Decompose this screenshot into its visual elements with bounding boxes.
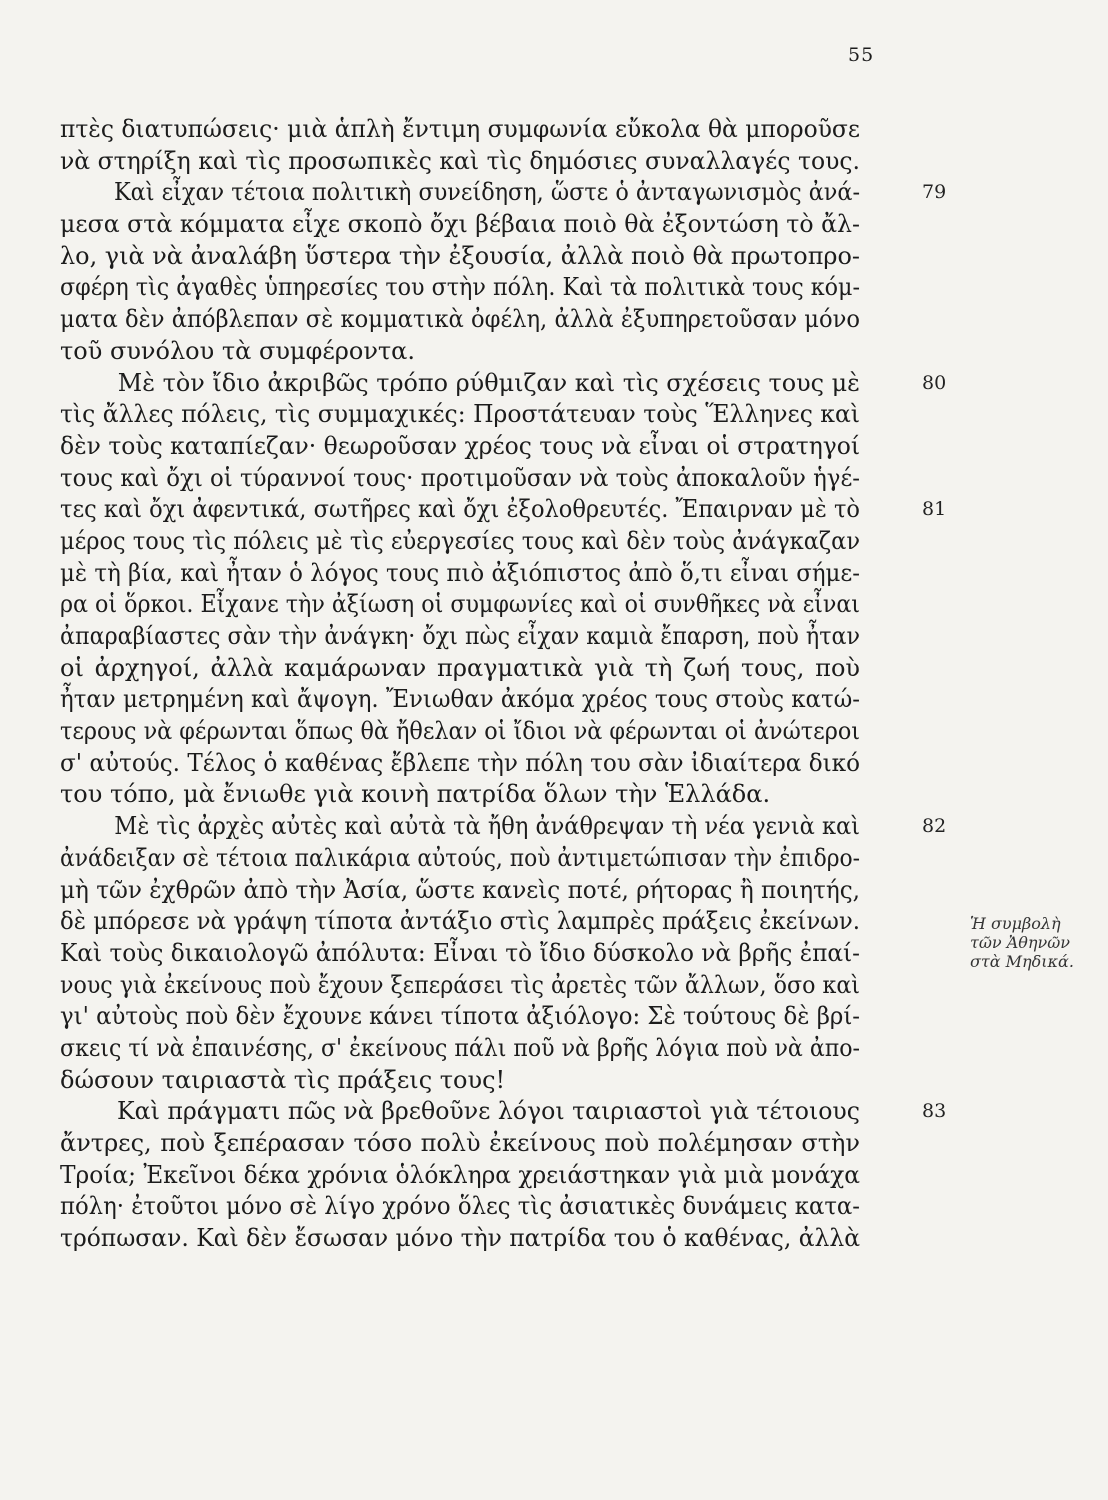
- text-line: [60, 1096, 947, 1128]
- section-number: 82: [922, 815, 947, 838]
- line-text: του τόπο, μὰ ἔνιωθε γιὰ κοινὴ πατρίδα ὅλων τὴν Ἑλλάδα.: [60, 780, 771, 809]
- margin-heading: [970, 914, 1102, 971]
- line-text: τους καὶ ὄχι οἱ τύραννοί τους· προτιμοῦσαν νὰ τοὺς ἀποκαλοῦν ἡγέ-: [60, 463, 860, 492]
- line-text: τοῦ συνόλου τὰ συμφέροντα.: [60, 336, 416, 365]
- section-number: 79: [922, 181, 947, 204]
- line-text: ἦταν μετρημένη καὶ ἄψογη. Ἔνιωθαν ἀκόμα χρέος τους στοὺς κατώ-: [60, 685, 860, 714]
- text-line: [60, 304, 910, 336]
- line-text: Τροία; Ἐκεῖνοι δέκα χρόνια ὁλόκληρα χρειάστηκαν γιὰ μιὰ μονάχα: [60, 1160, 860, 1189]
- line-text: οἱ ἀρχηγοί, ἀλλὰ καμάρωναν πραγματικὰ γιὰ τὴ ζωή τους, ποὺ: [60, 653, 860, 682]
- text-line: [60, 431, 910, 463]
- line-text: μὲ τὴ βία, καὶ ἦταν ὁ λόγος τους πιὸ ἀξιόπιστος ἀπὸ ὅ,τι εἶναι σήμε-: [60, 558, 860, 587]
- text-line: [60, 1223, 910, 1255]
- line-text: σφέρη τὶς ἀγαθὲς ὑπηρεσίες του στὴν πόλη. Καὶ τὰ πολιτικὰ τους κόμ-: [60, 273, 860, 302]
- line-text: τερους νὰ φέρωνται ὅπως θὰ ἤθελαν οἱ ἴδιοι νὰ φέρωνται οἱ ἀνώτεροι: [60, 717, 860, 746]
- text-line: [60, 906, 910, 938]
- line-text: πόλη· ἐτοῦτοι μόνο σὲ λίγο χρόνο ὅλες τὶς ἀσιατικὲς δυνάμεις κατα-: [60, 1192, 860, 1221]
- line-text: μὴ τῶν ἐχθρῶν ἀπὸ τὴν Ἀσία, ὥστε κανεὶς ποτέ, ρήτορας ἢ ποιητής,: [60, 875, 860, 904]
- text-line: [60, 1191, 910, 1223]
- section-number: 80: [922, 371, 947, 394]
- text-line: [60, 399, 910, 431]
- text-line: [60, 368, 947, 400]
- line-text: μέρος τους τὶς πόλεις μὲ τὶς εὐεργεσίες τους καὶ δὲν τοὺς ἀνάγκαζαν: [60, 526, 860, 555]
- text-line: [60, 1160, 910, 1192]
- text-line: [60, 684, 910, 716]
- text-line: [60, 241, 910, 273]
- text-line: [60, 653, 910, 685]
- text-line: [60, 589, 910, 621]
- margin-heading-line: Ἡ συμβολὴ: [970, 914, 1061, 933]
- text-line: [60, 843, 910, 875]
- text-line: [60, 875, 910, 907]
- text-line: [60, 494, 947, 526]
- line-text: δὲ μπόρεσε νὰ γράψη τίποτα ἀντάξιο στὶς λαμπρὲς πράξεις ἐκείνων.: [60, 907, 860, 936]
- text-line: [60, 146, 910, 178]
- line-text: σ' αὐτούς. Τέλος ὁ καθένας ἔβλεπε τὴν πόλη του σὰν ἰδιαίτερα δικό: [60, 748, 860, 777]
- line-text: δὲν τοὺς καταπίεζαν· θεωροῦσαν χρέος τους νὰ εἶναι οἱ στρατηγοί: [60, 431, 860, 460]
- line-text: ἀπαραβίαστες σὰν τὴν ἀνάγκη· ὄχι πὼς εἶχαν καμιὰ ἔπαρση, ποὺ ἦταν: [60, 622, 860, 650]
- body-text: [60, 114, 947, 1255]
- text-line: [60, 526, 910, 558]
- line-text: γι' αὐτοὺς ποὺ δὲν ἔχουνε κάνει τίποτα ἀξιόλογο: Σὲ τούτους δὲ βρί-: [60, 1002, 860, 1031]
- text-line: [60, 463, 910, 495]
- line-text: Καὶ τοὺς δικαιολογῶ ἀπόλυτα: Εἶναι τὸ ἴδιο δύσκολο νὰ βρῆς ἐπαί-: [60, 938, 860, 967]
- line-text: ἄντρες, ποὺ ξεπέρασαν τόσο πολὺ ἐκείνους ποὺ πολέμησαν στὴν: [60, 1129, 860, 1157]
- line-text: τρόπωσαν. Καὶ δὲν ἔσωσαν μόνο τὴν πατρίδα του ὁ καθένας, ἀλλὰ: [60, 1224, 860, 1253]
- line-text: Μὲ τὸν ἴδιο ἀκριβῶς τρόπο ρύθμιζαν καὶ τὶς σχέσεις τους μὲ: [117, 368, 860, 397]
- text-line: [60, 716, 910, 748]
- line-text: Καὶ πράγματι πῶς νὰ βρεθοῦνε λόγοι ταιριαστοὶ γιὰ τέτοιους: [117, 1097, 860, 1126]
- margin-heading-line: τῶν Ἀθηνῶν: [970, 933, 1070, 952]
- text-line: [60, 779, 910, 811]
- text-line: [60, 748, 910, 780]
- text-line: [60, 1128, 910, 1160]
- text-line: [60, 209, 910, 241]
- text-line: [60, 336, 910, 368]
- text-line: [60, 1001, 910, 1033]
- text-line: [60, 1065, 910, 1097]
- line-text: ματα δὲν ἀπόβλεπαν σὲ κομματικὰ ὀφέλη, ἀλλὰ ἐξυπηρετοῦσαν μόνο: [60, 305, 860, 334]
- text-line: [60, 938, 910, 970]
- text-line: [60, 970, 910, 1002]
- text-line: [60, 621, 910, 653]
- line-text: Καὶ εἶχαν τέτοια πολιτικὴ συνείδηση, ὥστε ὁ ἀνταγωνισμὸς ἀνά-: [113, 178, 860, 207]
- line-text: σκεις τί νὰ ἐπαινέσης, σ' ἐκείνους πάλι ποῦ νὰ βρῆς λόγια ποὺ νὰ ἀπο-: [60, 1033, 860, 1062]
- line-text: τες καὶ ὄχι ἀφεντικά, σωτῆρες καὶ ὄχι ἐξολοθρευτές. Ἔπαιρναν μὲ τὸ: [60, 495, 860, 524]
- line-text: πτὲς διατυπώσεις· μιὰ ἁπλὴ ἔντιμη συμφωνία εὔκολα θὰ μποροῦσε: [60, 115, 860, 143]
- line-text: ἀνάδειξαν σὲ τέτοια παλικάρια αὐτούς, ποὺ ἀντιμετώπισαν τὴν ἐπιδρο-: [60, 843, 860, 872]
- line-text: δώσουν ταιριαστὰ τὶς πράξεις τους!: [60, 1065, 506, 1094]
- text-line: [60, 177, 947, 209]
- text-line: [60, 558, 910, 590]
- text-line: [60, 114, 910, 146]
- line-text: Μὲ τὶς ἀρχὲς αὐτὲς καὶ αὐτὰ τὰ ἤθη ἀνάθρεψαν τὴ νέα γενιὰ καὶ: [114, 812, 861, 841]
- section-number: 81: [922, 498, 947, 521]
- line-text: ρα οἱ ὅρκοι. Εἶχανε τὴν ἀξίωση οἱ συμφωνίες καὶ οἱ συνθῆκες νὰ εἶναι: [60, 590, 860, 619]
- line-text: τὶς ἄλλες πόλεις, τὶς συμμαχικές: Προστάτευαν τοὺς Ἕλληνες καὶ: [60, 400, 860, 429]
- line-text: νὰ στηρίξη καὶ τὶς προσωπικὲς καὶ τὶς δημόσιες συναλλαγές τους.: [60, 146, 860, 175]
- section-number: 83: [922, 1100, 947, 1123]
- page-number: 55: [848, 44, 875, 66]
- line-text: λο, γιὰ νὰ ἀναλάβη ὕστερα τὴν ἐξουσία, ἀλλὰ ποιὸ θὰ πρωτοπρο-: [60, 241, 860, 270]
- margin-heading-line: στὰ Μηδικά.: [970, 952, 1074, 971]
- text-line: [60, 272, 910, 304]
- text-line: [60, 1033, 910, 1065]
- line-text: μεσα στὰ κόμματα εἶχε σκοπὸ ὄχι βέβαια ποιὸ θὰ ἐξοντώση τὸ ἄλ-: [60, 210, 860, 239]
- line-text: νους γιὰ ἐκείνους ποὺ ἔχουν ξεπεράσει τὶς ἀρετὲς τῶν ἄλλων, ὅσο καὶ: [60, 970, 860, 999]
- text-line: [60, 811, 947, 843]
